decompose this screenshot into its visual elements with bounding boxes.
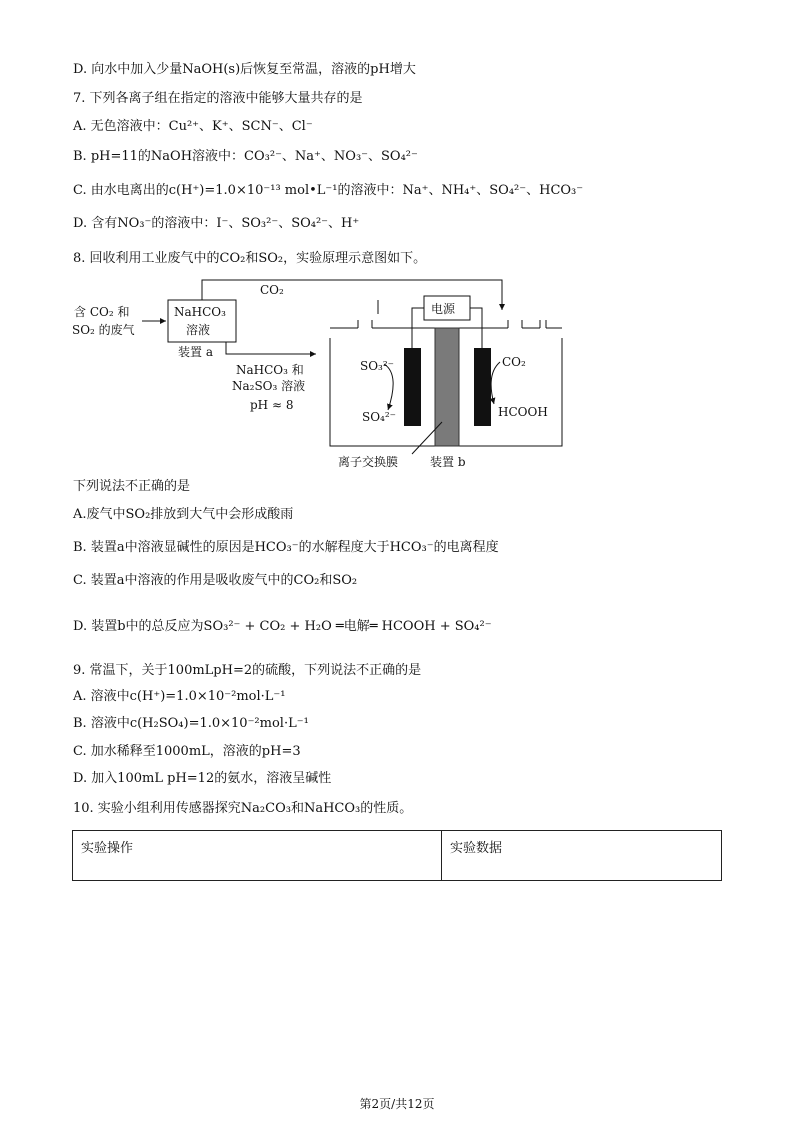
solution-label-1: NaHCO₃ 和 bbox=[236, 363, 304, 377]
device-a-label-1: NaHCO₃ bbox=[174, 305, 226, 319]
table-header-operation: 实验操作 bbox=[73, 831, 442, 881]
device-a-name: 装置 a bbox=[178, 345, 213, 359]
wire-right bbox=[470, 308, 482, 350]
page-footer: 第2页/共12页 bbox=[359, 1097, 435, 1111]
q8-stem: 8. 回收利用工业废气中的CO₂和SO₂，实验原理示意图如下。 bbox=[73, 251, 427, 266]
left-reactant-label: SO₃²⁻ bbox=[360, 359, 395, 373]
right-product-label: HCOOH bbox=[498, 405, 548, 419]
co2-flow-label: CO₂ bbox=[260, 283, 284, 297]
solution-flow-line bbox=[226, 342, 316, 354]
q9-option-d: D. 加入100mL pH=12的氨水，溶液呈碱性 bbox=[73, 771, 332, 786]
q8-apparatus-diagram bbox=[66, 278, 576, 473]
device-b-name: 装置 b bbox=[430, 455, 466, 469]
q8-question: 下列说法不正确的是 bbox=[73, 479, 191, 494]
left-electrode bbox=[404, 348, 421, 426]
q7-option-c bbox=[73, 183, 583, 199]
q7-option-c-prefix: C. 由水电离出的c(H⁺)=1.0×10⁻¹³ mol•L⁻¹的溶液中： bbox=[73, 183, 403, 198]
solution-label-3: pH ≈ 8 bbox=[250, 398, 294, 412]
power-supply-label: 电源 bbox=[431, 302, 456, 316]
q8-option-a: A.废气中SO₂排放到大气中会形成酸雨 bbox=[73, 507, 294, 522]
membrane-label: 离子交换膜 bbox=[338, 455, 399, 469]
q8-option-d: D. 装置b中的总反应为SO₃²⁻ + CO₂ + H₂O ═电解═ HCOOH + SO₄²⁻ bbox=[73, 619, 492, 634]
q7-option-b-prefix: B. pH=11的NaOH溶液中： bbox=[73, 149, 245, 164]
q10-table bbox=[72, 830, 722, 881]
co2-flow-line bbox=[202, 280, 502, 310]
q7-option-b bbox=[73, 149, 418, 165]
q7-option-c-ions: Na⁺、NH₄⁺、SO₄²⁻、HCO₃⁻ bbox=[402, 183, 584, 198]
q7-option-a bbox=[73, 119, 313, 135]
right-reactant-label: CO₂ bbox=[502, 355, 526, 369]
ion-exchange-membrane bbox=[435, 328, 459, 446]
q8-option-c: C. 装置a中溶液的作用是吸收废气中的CO₂和SO₂ bbox=[73, 573, 358, 588]
q9-option-b: B. 溶液中c(H₂SO₄)=1.0×10⁻²mol·L⁻¹ bbox=[73, 716, 309, 731]
right-electrode bbox=[474, 348, 491, 426]
input-gas-label-2: SO₂ 的废气 bbox=[72, 323, 135, 337]
q7-option-b-ions: CO₃²⁻、Na⁺、NO₃⁻、SO₄²⁻ bbox=[244, 149, 418, 164]
q10-stem: 10. 实验小组利用传感器探究Na₂CO₃和NaHCO₃的性质。 bbox=[73, 801, 413, 816]
table-header-data: 实验数据 bbox=[442, 831, 722, 881]
q9-option-c: C. 加水稀释至1000mL，溶液的pH=3 bbox=[73, 744, 301, 759]
input-gas-label-1: 含 CO₂ 和 bbox=[74, 305, 130, 319]
q7-option-a-prefix: A. 无色溶液中： bbox=[73, 119, 169, 134]
left-product-label: SO₄²⁻ bbox=[362, 410, 397, 424]
device-a-label-2: 溶液 bbox=[186, 323, 211, 337]
q7-option-d-prefix: D. 含有NO₃⁻的溶液中： bbox=[73, 216, 217, 231]
q7-stem: 7. 下列各离子组在指定的溶液中能够大量共存的是 bbox=[73, 91, 363, 106]
table-row bbox=[73, 831, 722, 881]
q7-option-d-ions: I⁻、SO₃²⁻、SO₄²⁻、H⁺ bbox=[216, 216, 360, 231]
q9-stem: 9. 常温下，关于100mLpH=2的硫酸，下列说法不正确的是 bbox=[73, 663, 422, 678]
q7-option-a-ions: Cu²⁺、K⁺、SCN⁻、Cl⁻ bbox=[168, 119, 313, 134]
q7-option-d bbox=[73, 216, 359, 232]
right-reaction-arrow bbox=[491, 362, 500, 404]
q6-option-d: D. 向水中加入少量NaOH(s)后恢复至常温，溶液的pH增大 bbox=[73, 62, 416, 77]
q8-option-b: B. 装置a中溶液显碱性的原因是HCO₃⁻的水解程度大于HCO₃⁻的电离程度 bbox=[73, 540, 499, 555]
solution-label-2: Na₂SO₃ 溶液 bbox=[232, 379, 306, 393]
wire-left bbox=[412, 308, 424, 350]
q9-option-a: A. 溶液中c(H⁺)=1.0×10⁻²mol·L⁻¹ bbox=[73, 689, 286, 704]
